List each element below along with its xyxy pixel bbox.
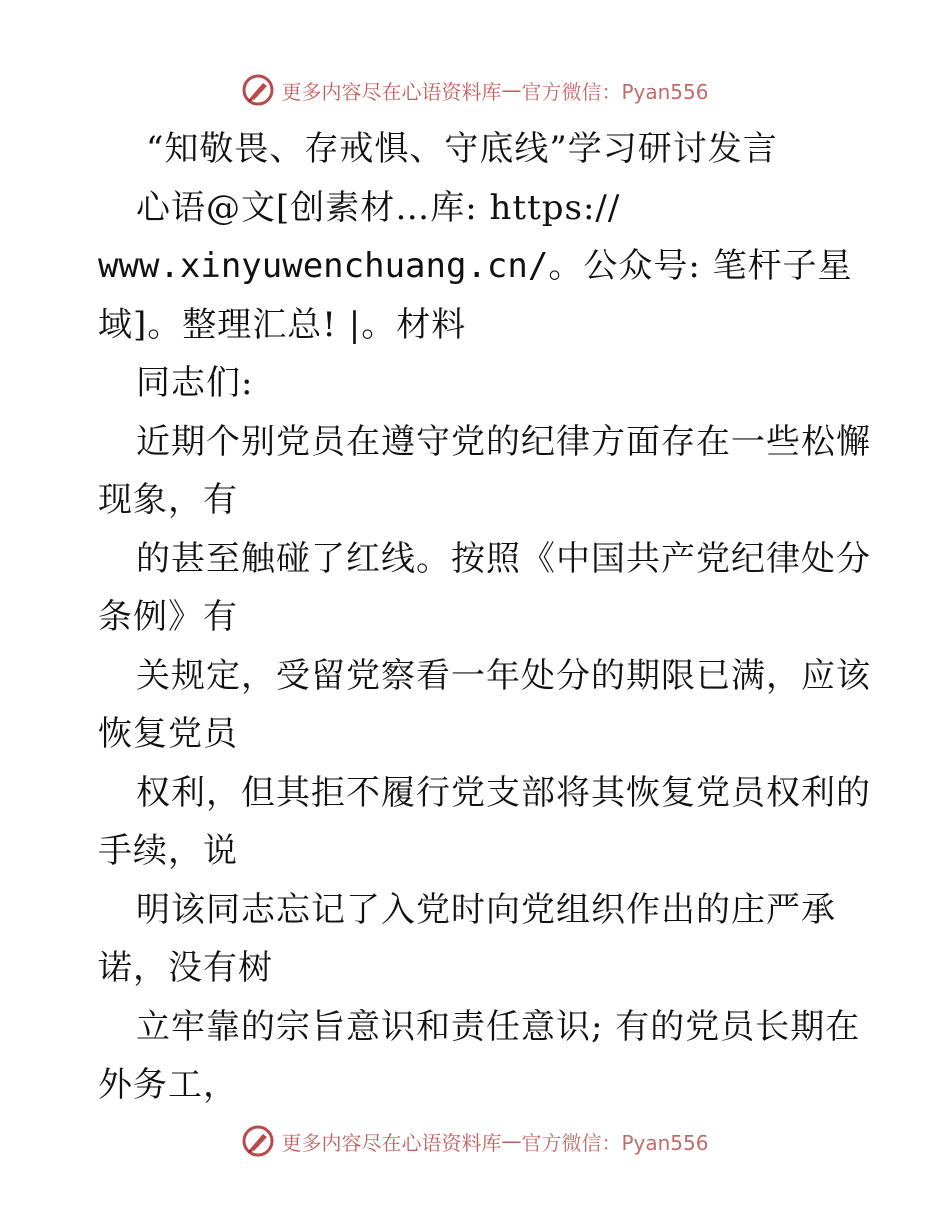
watermark-dash: — [501,1129,522,1153]
header-watermark [0,70,950,110]
paragraph-line: 手续，说 [98,831,238,871]
paragraph-line: 近期个别党员在遵守党的纪律方面存在一些松懈 [136,421,871,462]
paragraph-line: 关规定，受留党察看一年处分的期限已满，应该 [136,655,871,696]
footer-watermark [0,1121,950,1161]
source-wechat: 。公众号: 笔杆子星 [548,246,853,286]
paragraph-line: 外务工， [98,1065,238,1105]
greeting: 同志们: [136,363,254,403]
watermark-site-text: 更多内容尽在心语资料库 [281,1130,502,1155]
watermark-wechat-text: 官方微信：Pyan556 [521,1130,709,1155]
paragraph-line: 明该同志忘记了入党时向党组织作出的庄严承 [136,889,836,930]
paragraph-line: 条例》有 [98,597,238,637]
paragraph-line: 权利，但其拒不履行党支部将其恢复党员权利的 [136,772,871,813]
source-line-2 [98,237,858,296]
source-line-3: 域]。整理汇总! |。材料 [98,304,467,345]
source-line-1: 心语@文[创素材…库: https:// [136,187,621,228]
document-body [98,120,871,1115]
paragraph-line: 恢复党员 [98,714,238,754]
paragraph-line: 立牢靠的宗旨意识和责任意识; 有的党员长期在 [136,1006,861,1047]
watermark-dash: — [501,78,522,102]
watermark-wechat-text: 官方微信：Pyan556 [521,79,709,104]
document-title: “知敬畏、存戒惧、守底线”学习研讨发言 [146,129,778,169]
paragraph-line: 诺，没有树 [98,948,273,988]
pen-seal-logo-icon [241,73,275,107]
watermark-site-text: 更多内容尽在心语资料库 [281,79,502,104]
paragraph-line: 的甚至触碰了红线。按照《中国共产党纪律处分 [136,538,871,579]
paragraph-line: 现象，有 [98,480,238,520]
pen-seal-logo-icon [241,1124,275,1158]
source-url: www.xinyuwenchuang.cn/ [98,246,549,286]
